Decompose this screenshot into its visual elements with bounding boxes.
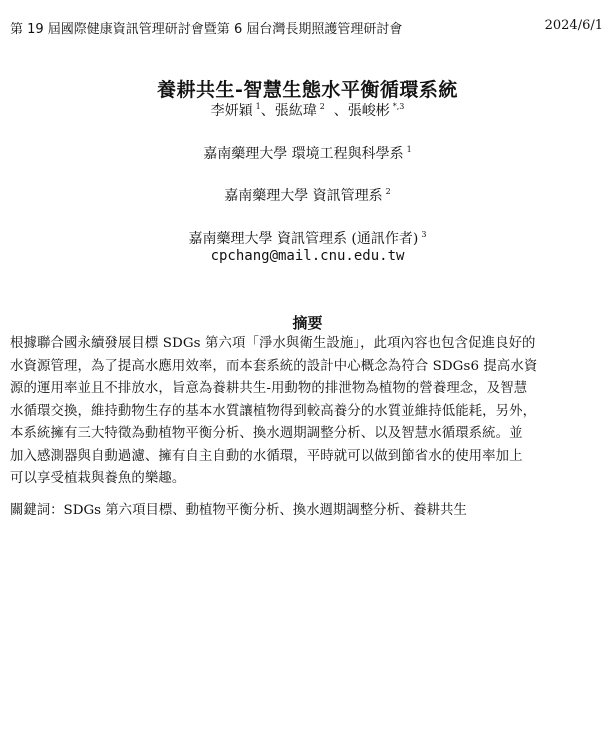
- author-name: 張紘瑋: [274, 103, 317, 119]
- affiliation-text: 嘉南藥理大學 資訊管理系: [224, 188, 383, 204]
- affiliation-text: 嘉南藥理大學 資訊管理系 (通訊作者): [188, 231, 419, 247]
- author-affiliation-mark: 1: [255, 102, 261, 111]
- abstract-heading: 摘要: [292, 314, 323, 332]
- author-name: 李妍穎: [210, 103, 253, 119]
- affiliation-mark: 2: [385, 187, 391, 196]
- contact-email: cpchang@mail.cnu.edu.tw: [210, 248, 405, 264]
- abstract-line: 源的運用率並且不排放水，旨意為養耕共生-用動物的排泄物為植物的營養理念，及智慧: [10, 381, 528, 396]
- affiliation-text: 嘉南藥理大學 環境工程與科學系: [203, 146, 404, 162]
- running-header: [10, 18, 603, 36]
- abstract-line: 水循環交換，維持動物生存的基本水質讓植物得到較高養分的水質並維持低能耗，另外，: [10, 403, 537, 419]
- author-affiliation-mark: 2: [319, 102, 325, 111]
- affiliation-mark: 3: [421, 230, 427, 239]
- abstract-line: 可以享受植栽與養魚的樂趣。: [10, 471, 186, 486]
- abstract-line: 加入感測器與自動過濾、擁有自主自動的水循環，平時就可以做到節省水的使用率加上: [10, 448, 523, 464]
- affiliation: [0, 143, 615, 163]
- abstract-line: 根據聯合國永續發展目標 SDGs 第六項「淨水與衛生設施」，此項內容也包含促進良好的: [10, 336, 536, 351]
- author-separator: 、: [260, 103, 275, 119]
- affiliation: [0, 185, 615, 205]
- author-affiliation-mark: *,3: [392, 102, 405, 111]
- conference-date: 2024/6/1: [544, 18, 603, 33]
- abstract-line: 本系統擁有三大特徵為動植物平衡分析、換水週期調整分析、以及智慧水循環系統。並: [10, 426, 523, 441]
- author-list: [0, 100, 615, 120]
- affiliation-mark: 1: [406, 145, 412, 154]
- abstract-line: 水資源管理，為了提高水應用效率，而本套系統的設計中心概念為符合 SDGs6 提高水資: [10, 358, 538, 374]
- author-separator: 、: [333, 103, 348, 119]
- conference-name: 第 19 屆國際健康資訊管理研討會暨第 6 屆台灣長期照護管理研討會: [10, 22, 403, 37]
- paper-title: 養耕共生-智慧生態水平衡循環系統: [157, 79, 458, 101]
- author-name: 張峻彬: [347, 103, 390, 119]
- keywords: 關鍵詞：SDGs 第六項目標、動植物平衡分析、換水週期調整分析、養耕共生: [10, 503, 467, 518]
- abstract-body: [10, 333, 615, 491]
- affiliation: [0, 228, 615, 248]
